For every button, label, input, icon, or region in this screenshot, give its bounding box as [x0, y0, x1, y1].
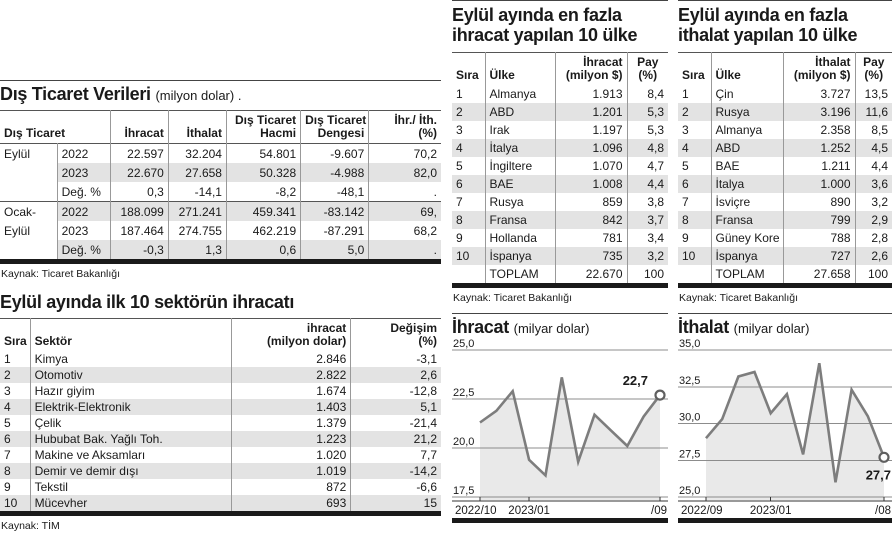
table-cell: 10 — [678, 247, 711, 265]
table-cell: 1.020 — [232, 447, 351, 463]
table-row — [0, 367, 441, 383]
header-export-value: İhracat (milyon $) — [555, 53, 627, 86]
export-countries-header — [452, 53, 668, 86]
header-pay: Pay (%) — [855, 53, 892, 86]
table-cell: 1.674 — [232, 383, 351, 399]
table-cell: 1.913 — [555, 85, 627, 103]
table-cell: 1.197 — [555, 121, 627, 139]
table-cell: Mücevher — [30, 495, 231, 514]
import-chart — [678, 338, 892, 518]
table-cell: 1.379 — [232, 415, 351, 431]
table-cell: İngiltere — [485, 157, 555, 175]
table-cell: 1 — [4, 352, 11, 366]
table-cell: 9 — [682, 231, 689, 245]
table-row — [678, 247, 892, 265]
table-cell: Tekstil — [30, 479, 231, 495]
import-countries-table — [678, 52, 892, 288]
table-cell: 781 — [555, 229, 627, 247]
table-cell: 4,4 — [627, 175, 668, 193]
table-row — [452, 139, 668, 157]
table-row — [678, 211, 892, 229]
table-row — [0, 415, 441, 431]
table-cell: 3 — [4, 384, 11, 398]
table-cell: 1.019 — [232, 463, 351, 479]
table-cell: 2.358 — [783, 121, 855, 139]
trade-table-body — [0, 144, 441, 262]
header-pay: Pay (%) — [627, 53, 668, 86]
table-cell: 7,7 — [351, 447, 441, 463]
table-cell — [0, 163, 57, 182]
table-cell: 9 — [4, 480, 11, 494]
table-cell: Almanya — [711, 121, 783, 139]
import-countries-body — [678, 85, 892, 286]
table-cell: 2023 — [57, 163, 110, 182]
table-cell: -83.142 — [301, 202, 369, 222]
table-cell: 2,8 — [855, 229, 892, 247]
header-dis-ticaret: Dış Ticaret — [4, 126, 66, 140]
table-cell: ABD — [485, 103, 555, 121]
table-row — [0, 221, 441, 240]
header-hacim: Dış Ticaret Hacmi — [226, 111, 300, 144]
table-cell: Elektrik-Elektronik — [30, 399, 231, 415]
header-import-value: İthalat (milyon $) — [783, 53, 855, 86]
sector-table — [0, 318, 441, 516]
table-cell: 799 — [783, 211, 855, 229]
table-cell: 10 — [452, 247, 485, 265]
table-row — [452, 229, 668, 247]
table-cell: Hollanda — [485, 229, 555, 247]
table-cell: Irak — [485, 121, 555, 139]
table-row — [0, 144, 441, 164]
table-row — [452, 265, 668, 286]
table-row — [452, 103, 668, 121]
top-spacer — [0, 0, 441, 80]
table-cell: 735 — [555, 247, 627, 265]
table-cell: İtalya — [711, 175, 783, 193]
table-cell: 32.204 — [168, 144, 226, 164]
trade-source: Kaynak: Ticaret Bakanlığı — [1, 268, 121, 280]
table-cell: 1.211 — [783, 157, 855, 175]
svg-text:2022/10: 2022/10 — [455, 505, 497, 517]
table-cell: Çelik — [30, 415, 231, 431]
table-cell: 4,5 — [855, 139, 892, 157]
table-cell: 13,5 — [855, 85, 892, 103]
table-row — [452, 121, 668, 139]
table-row — [0, 383, 441, 399]
table-cell: Eylül — [4, 146, 31, 161]
sector-table-body — [0, 351, 441, 514]
export-countries-title: Eylül ayında en fazla ihracat yapılan 10 ülke — [452, 0, 668, 45]
table-cell: 1.000 — [783, 175, 855, 193]
table-cell: -4.988 — [301, 163, 369, 182]
table-cell: 2 — [678, 103, 711, 121]
table-cell: -12,8 — [351, 383, 441, 399]
table-cell: -8,2 — [226, 182, 300, 202]
table-cell: Fransa — [485, 211, 555, 229]
table-cell: 6 — [0, 431, 30, 447]
table-cell: 1.223 — [232, 431, 351, 447]
table-cell: 3,6 — [855, 175, 892, 193]
chart-svg — [452, 338, 668, 518]
table-cell: 50.328 — [226, 163, 300, 182]
table-cell: -6,6 — [351, 479, 441, 495]
table-cell: 462.219 — [226, 221, 300, 240]
table-row — [452, 175, 668, 193]
table-row — [0, 202, 441, 222]
table-cell: 5,0 — [301, 240, 369, 262]
table-cell: 4,4 — [855, 157, 892, 175]
table-row — [678, 193, 892, 211]
table-cell: 22.670 — [555, 265, 627, 286]
table-cell: 4,7 — [627, 157, 668, 175]
table-cell: 2 — [452, 103, 485, 121]
table-cell: Güney Kore — [711, 229, 783, 247]
svg-text:17,5: 17,5 — [453, 485, 475, 497]
svg-text:22,5: 22,5 — [453, 387, 475, 399]
table-cell: 9 — [456, 231, 463, 245]
table-row — [0, 351, 441, 367]
table-cell: 8 — [452, 211, 485, 229]
table-cell: -48,1 — [301, 182, 369, 202]
header-sector-ihracat: ihracat (milyon dolar) — [232, 319, 351, 352]
table-cell: 7 — [682, 195, 689, 209]
trade-title-unit: (milyon dolar) . — [155, 88, 242, 103]
table-cell: 6 — [452, 175, 485, 193]
table-cell: 1.070 — [555, 157, 627, 175]
table-cell: 2.846 — [232, 351, 351, 367]
table-cell: . — [369, 182, 441, 202]
table-cell: Fransa — [711, 211, 783, 229]
header-ithalat: İthalat — [168, 111, 226, 144]
table-row — [452, 211, 668, 229]
table-row — [452, 193, 668, 211]
table-row — [678, 175, 892, 193]
table-cell: 3,2 — [855, 193, 892, 211]
svg-text:30,0: 30,0 — [679, 411, 701, 424]
svg-text:/08: /08 — [875, 505, 891, 517]
table-row — [0, 163, 441, 182]
table-cell: İsviçre — [711, 193, 783, 211]
table-cell: Eylül — [4, 223, 31, 238]
header-denge: Dış Ticaret Dengesi — [301, 111, 369, 144]
header-sira: Sıra — [456, 68, 479, 82]
table-cell: 3,8 — [627, 193, 668, 211]
table-cell: 68,2 — [369, 221, 441, 240]
table-cell: Değ. % — [57, 240, 110, 262]
bottom-rule-bar — [678, 518, 892, 523]
bottom-rule-bar — [452, 518, 668, 523]
table-row — [678, 121, 892, 139]
table-cell: 10 — [0, 495, 30, 514]
table-cell: 7 — [4, 448, 11, 462]
left-column — [0, 0, 441, 532]
table-row — [452, 247, 668, 265]
table-cell: -87.291 — [301, 221, 369, 240]
table-cell: 27.658 — [168, 163, 226, 182]
table-cell: -14,2 — [351, 463, 441, 479]
import-column — [678, 0, 892, 523]
table-cell: 3 — [682, 123, 689, 137]
table-cell: İspanya — [711, 247, 783, 265]
table-cell: 5,3 — [627, 103, 668, 121]
table-row — [0, 240, 441, 262]
table-cell: 22.670 — [110, 163, 168, 182]
table-row — [0, 479, 441, 495]
svg-text:20,0: 20,0 — [453, 436, 475, 448]
svg-text:35,0: 35,0 — [679, 338, 701, 350]
table-cell: TOPLAM — [711, 265, 783, 286]
table-cell: 2022 — [57, 202, 110, 222]
trade-table-header — [0, 111, 441, 144]
table-cell: 2,9 — [855, 211, 892, 229]
table-cell: 6 — [678, 175, 711, 193]
trade-title-main: Dış Ticaret Verileri — [0, 84, 151, 104]
table-cell: 3,4 — [627, 229, 668, 247]
table-row — [0, 431, 441, 447]
table-cell: 2022 — [57, 144, 110, 164]
table-cell: Hububat Bak. Yağlı Toh. — [30, 431, 231, 447]
header-sira: Sıra — [4, 334, 27, 348]
table-cell: 3.727 — [783, 85, 855, 103]
table-cell: -21,4 — [351, 415, 441, 431]
table-cell: Hazır giyim — [30, 383, 231, 399]
table-cell: 8 — [678, 211, 711, 229]
table-cell: -3,1 — [351, 351, 441, 367]
table-cell: 1.252 — [783, 139, 855, 157]
header-degisim: Değişim (%) — [351, 319, 441, 352]
table-cell: -9.607 — [301, 144, 369, 164]
table-cell: 1 — [682, 87, 689, 101]
sector-source: Kaynak: TİM — [1, 520, 60, 532]
table-cell: 11,6 — [855, 103, 892, 121]
table-cell: Almanya — [485, 85, 555, 103]
table-cell: 271.241 — [168, 202, 226, 222]
header-sektor: Sektör — [30, 319, 231, 352]
header-ulke: Ülke — [711, 53, 783, 86]
table-cell: 788 — [783, 229, 855, 247]
table-row — [678, 157, 892, 175]
table-cell: 693 — [232, 495, 351, 514]
table-cell: 0,3 — [110, 182, 168, 202]
table-cell: 3,2 — [627, 247, 668, 265]
table-cell: 842 — [555, 211, 627, 229]
table-cell: 54.801 — [226, 144, 300, 164]
table-cell: 2,6 — [351, 367, 441, 383]
svg-text:27,5: 27,5 — [679, 448, 701, 461]
table-cell: 4 — [452, 139, 485, 157]
table-cell: 7 — [456, 195, 463, 209]
table-cell: 188.099 — [110, 202, 168, 222]
table-cell: İspanya — [485, 247, 555, 265]
sector-table-header — [0, 319, 441, 352]
trade-table-title — [0, 84, 441, 105]
table-cell: 1,3 — [168, 240, 226, 262]
table-cell: 4,8 — [627, 139, 668, 157]
import-countries-header — [678, 53, 892, 86]
table-cell: 1.201 — [555, 103, 627, 121]
table-cell — [678, 265, 711, 286]
table-cell: 4 — [0, 399, 30, 415]
table-cell: 890 — [783, 193, 855, 211]
table-cell: 100 — [855, 265, 892, 286]
table-row — [0, 182, 441, 202]
table-row — [0, 463, 441, 479]
export-countries-body — [452, 85, 668, 286]
export-column — [452, 0, 668, 523]
table-cell: 22.597 — [110, 144, 168, 164]
import-chart-block — [678, 313, 892, 523]
table-cell: Demir ve demir dışı — [30, 463, 231, 479]
table-cell: 1.008 — [555, 175, 627, 193]
table-cell: Çin — [711, 85, 783, 103]
table-cell: Ocak- — [4, 204, 37, 219]
table-cell: -14,1 — [168, 182, 226, 202]
table-row — [0, 399, 441, 415]
chart-svg — [678, 338, 892, 518]
table-cell: 21,2 — [351, 431, 441, 447]
table-row — [678, 103, 892, 121]
table-row — [678, 229, 892, 247]
table-cell: 2,6 — [855, 247, 892, 265]
table-cell: 274.755 — [168, 221, 226, 240]
table-row — [452, 85, 668, 103]
import-countries-title: Eylül ayında en fazla ithalat yapılan 10 ülke — [678, 0, 892, 45]
table-cell: BAE — [485, 175, 555, 193]
table-row — [678, 85, 892, 103]
table-cell: 69, — [369, 202, 441, 222]
trade-section — [0, 80, 441, 105]
table-cell — [452, 265, 485, 286]
table-cell: . — [369, 240, 441, 262]
table-cell: 8 — [0, 463, 30, 479]
export-chart-block — [452, 313, 668, 523]
table-cell: 3 — [456, 123, 463, 137]
svg-text:22,7: 22,7 — [622, 373, 648, 389]
table-cell: 3,7 — [627, 211, 668, 229]
table-cell: Otomotiv — [30, 367, 231, 383]
table-cell: Rusya — [711, 103, 783, 121]
table-cell: 3.196 — [783, 103, 855, 121]
table-cell: 859 — [555, 193, 627, 211]
svg-text:2023/01: 2023/01 — [508, 505, 550, 517]
table-cell: 5 — [456, 159, 463, 173]
table-cell: 15 — [351, 495, 441, 514]
svg-text:25,0: 25,0 — [453, 338, 475, 350]
sector-table-title: Eylül ayında ilk 10 sektörün ihracatı — [0, 292, 295, 312]
table-cell: 187.464 — [110, 221, 168, 240]
header-oran: İhr./ İth. (%) — [369, 111, 441, 144]
table-cell: Rusya — [485, 193, 555, 211]
table-row — [678, 139, 892, 157]
table-cell: 0,6 — [226, 240, 300, 262]
table-row — [452, 157, 668, 175]
svg-text:2023/01: 2023/01 — [749, 505, 792, 517]
table-cell: 5 — [4, 416, 11, 430]
header-sira: Sıra — [682, 68, 705, 82]
svg-text:32,5: 32,5 — [679, 374, 701, 387]
svg-text:2022/09: 2022/09 — [681, 505, 723, 517]
table-row — [0, 495, 441, 514]
table-cell: 5,3 — [627, 121, 668, 139]
table-cell — [0, 182, 57, 202]
header-ihracat: İhracat — [110, 111, 168, 144]
table-cell: 2023 — [57, 221, 110, 240]
table-cell: 1.403 — [232, 399, 351, 415]
trade-table — [0, 110, 441, 264]
table-cell: 70,2 — [369, 144, 441, 164]
header-ulke: Ülke — [485, 53, 555, 86]
export-chart-title: İhracat (milyar dolar) — [452, 313, 668, 338]
export-countries-table — [452, 52, 668, 288]
table-cell: İtalya — [485, 139, 555, 157]
table-row — [678, 265, 892, 286]
table-cell: 727 — [783, 247, 855, 265]
table-cell: 2 — [0, 367, 30, 383]
table-cell: 1.096 — [555, 139, 627, 157]
table-cell: 5 — [682, 159, 689, 173]
table-cell: ABD — [711, 139, 783, 157]
svg-text:/09: /09 — [651, 505, 667, 517]
table-cell: 4 — [678, 139, 711, 157]
svg-text:27,7: 27,7 — [865, 467, 891, 483]
table-cell: 27.658 — [783, 265, 855, 286]
table-cell: 5,1 — [351, 399, 441, 415]
table-cell: TOPLAM — [485, 265, 555, 286]
table-cell: 872 — [232, 479, 351, 495]
table-cell: 82,0 — [369, 163, 441, 182]
table-row — [0, 447, 441, 463]
table-cell: Değ. % — [57, 182, 110, 202]
table-cell: 8,5 — [855, 121, 892, 139]
table-cell: BAE — [711, 157, 783, 175]
table-cell: 1 — [456, 87, 463, 101]
export-countries-source: Kaynak: Ticaret Bakanlığı — [453, 292, 573, 304]
import-countries-source: Kaynak: Ticaret Bakanlığı — [679, 292, 799, 304]
export-chart — [452, 338, 668, 518]
table-cell: -0,3 — [110, 240, 168, 262]
import-chart-title: İthalat (milyar dolar) — [678, 313, 892, 338]
table-cell — [0, 240, 57, 262]
table-cell: Makine ve Aksamları — [30, 447, 231, 463]
table-cell: 2.822 — [232, 367, 351, 383]
table-cell: 459.341 — [226, 202, 300, 222]
svg-text:25,0: 25,0 — [679, 485, 701, 497]
table-cell: 8,4 — [627, 85, 668, 103]
table-cell: 100 — [627, 265, 668, 286]
table-cell: Kimya — [30, 351, 231, 367]
